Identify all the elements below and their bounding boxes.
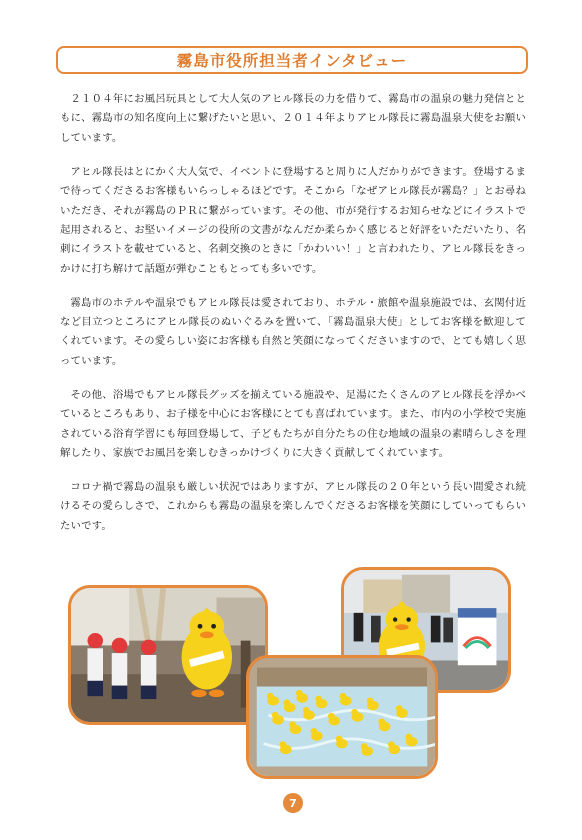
photo-footbath-ducks-image xyxy=(249,658,435,776)
paragraph-4: その他、浴場でもアヒル隊長グッズを揃えている施設や、足湯にたくさんのアヒル隊長を浮かべているところもあり、お子様を中心にお客様にとても喜ばれています。また、市内の小学校で実施されている浴育学習にも毎回登場して、子どもたちが自分たちの住む地域の温泉の素晴らしさを理解したり、家族でお風呂を楽しむきっかけづくりに大きく貢献してくれています。 xyxy=(60,388,526,459)
photo-footbath-ducks xyxy=(246,655,438,779)
photo-school-visit xyxy=(68,585,268,725)
interview-body xyxy=(60,90,526,551)
paragraph-1: ２１０４年にお風呂玩具として大人気のアヒル隊長の力を借りて、霧島市の温泉の魅力発信とともに、霧島市の知名度向上に繋げたいと思い、２０１４年よりアヒル隊長に霧島温泉大使をお願いしています。 xyxy=(60,93,526,144)
photo-school-visit-image xyxy=(71,588,265,722)
paragraph-3: 霧島市のホテルや温泉でもアヒル隊長は愛されており、ホテル・旅館や温泉施設では、玄関付近など目立つところにアヒル隊長のぬいぐるみを置いて、「霧島温泉大使」としてお客様を歓迎してくれています。その愛らしい姿にお客様も自然と笑顔になってくださいますので、とても嬉しく思っています。 xyxy=(60,296,526,367)
paragraph-2: アヒル隊長はとにかく大人気で、イベントに登場すると周りに人だかりができます。登場するまで待ってくださるお客様もいらっしゃるほどです。そこから「なぜアヒル隊長が霧島？」とお尋ねいただき、それが霧島のＰＲに繋がっています。その他、市が発行するお知らせなどにイラストで起用されると、お堅いイメージの役所の文書がなんだか柔らかく感じると好評をいただいたり、名刺にイラストを載せていると、名刺交換のときに「かわいい！」と言われたり、アヒル隊長をきっかけに打ち解けて話題が弾むこともとっても多いです。 xyxy=(60,165,526,275)
page-title-box xyxy=(56,46,528,74)
page-title: 霧島市役所担当者インタビュー xyxy=(176,52,408,70)
page-number: 7 xyxy=(283,793,303,813)
paragraph-5: コロナ禍で霧島の温泉も厳しい状況ではありますが、アヒル隊長の２０年という長い間愛され続けるその愛らしさで、これからも霧島の温泉を楽しんでくださるお客様を笑顔にしていってもらいたいです。 xyxy=(60,480,526,532)
